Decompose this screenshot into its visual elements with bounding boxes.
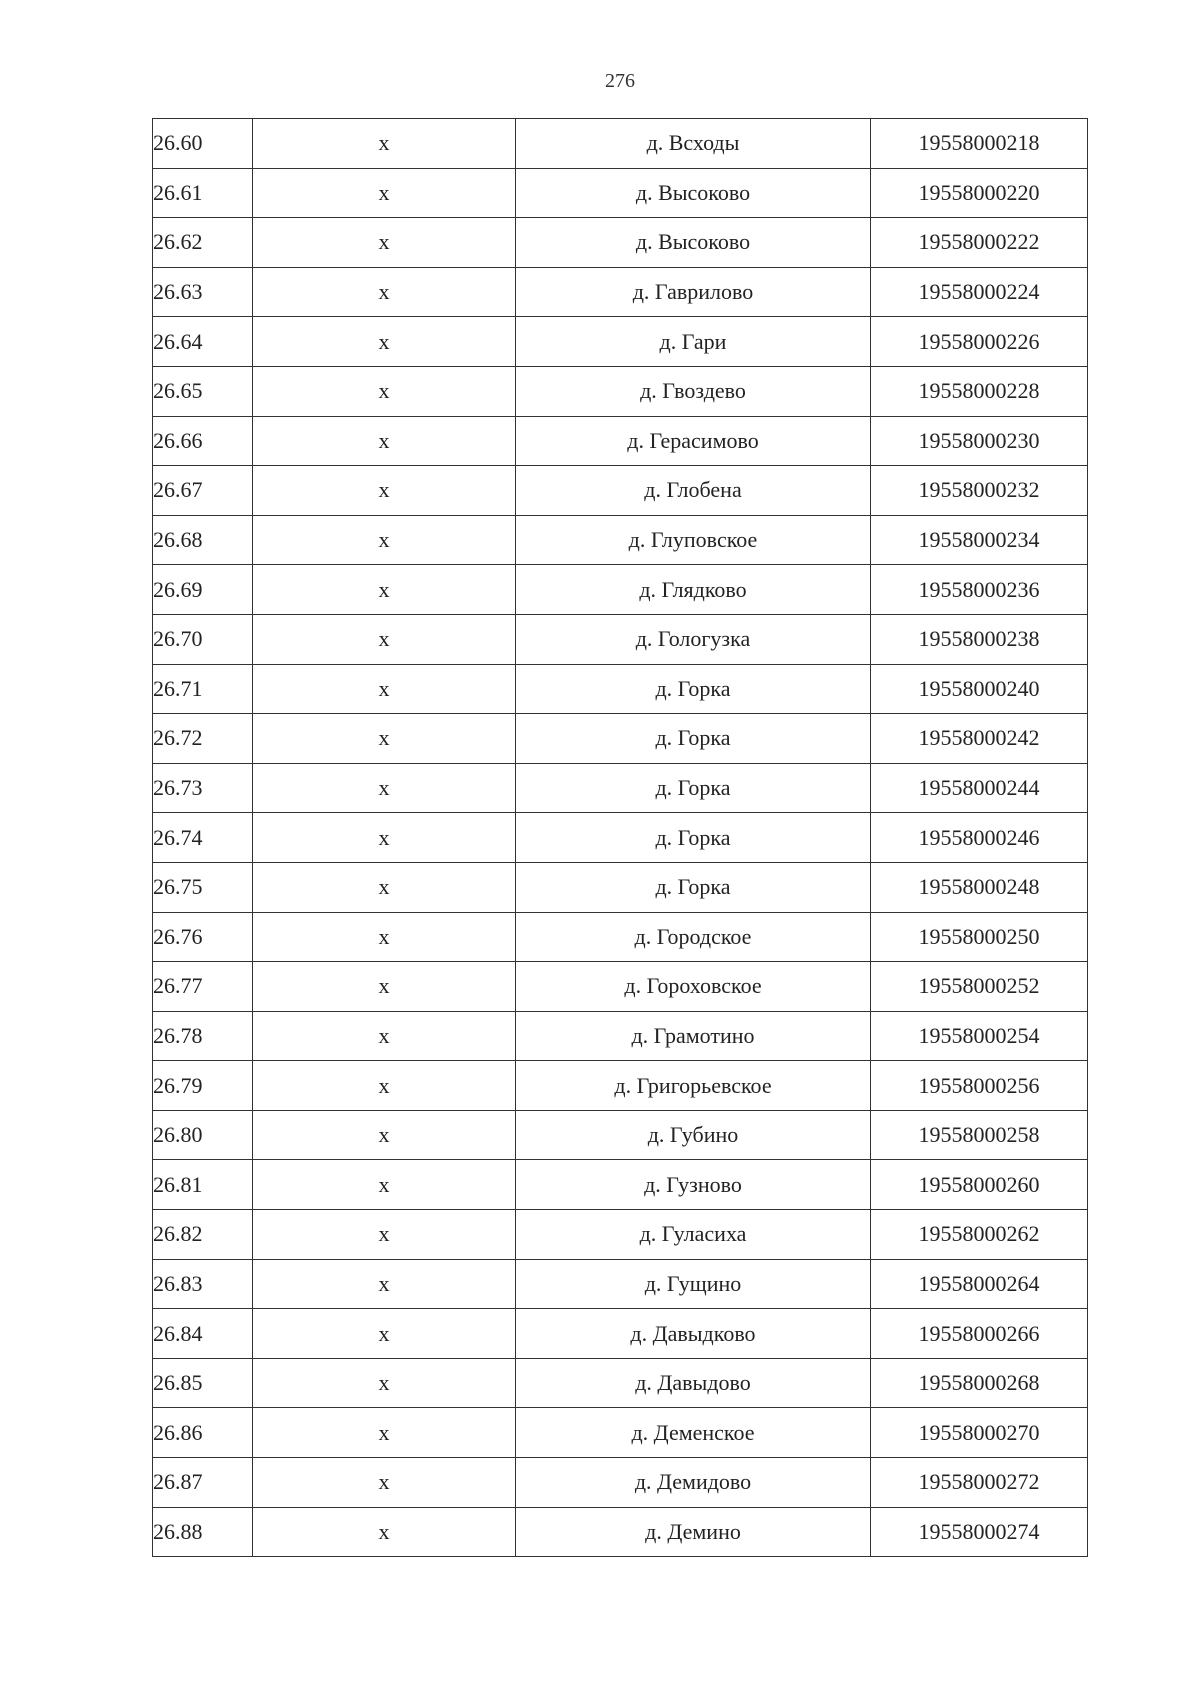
table-row	[153, 763, 1088, 813]
settlement-name-cell: д. Городское	[516, 912, 871, 962]
settlement-name-cell: д. Горка	[516, 862, 871, 912]
row-number-cell: 26.74	[153, 813, 253, 863]
table-row	[153, 317, 1088, 367]
settlement-name-cell: д. Глядково	[516, 565, 871, 615]
settlement-code-cell: 19558000220	[871, 168, 1088, 218]
settlement-code-cell: 19558000232	[871, 466, 1088, 516]
settlement-name-cell: д. Глобена	[516, 466, 871, 516]
row-mark-cell: х	[253, 813, 516, 863]
settlement-name-cell: д. Гороховское	[516, 962, 871, 1012]
row-number-cell: 26.75	[153, 862, 253, 912]
row-mark-cell: х	[253, 317, 516, 367]
row-mark-cell: х	[253, 565, 516, 615]
row-number-cell: 26.67	[153, 466, 253, 516]
row-mark-cell: х	[253, 714, 516, 764]
row-mark-cell: х	[253, 366, 516, 416]
table-row	[153, 416, 1088, 466]
row-mark-cell: х	[253, 1259, 516, 1309]
settlement-code-cell: 19558000258	[871, 1110, 1088, 1160]
row-number-cell: 26.64	[153, 317, 253, 367]
settlement-code-cell: 19558000250	[871, 912, 1088, 962]
row-number-cell: 26.87	[153, 1458, 253, 1508]
settlement-name-cell: д. Гари	[516, 317, 871, 367]
row-number-cell: 26.69	[153, 565, 253, 615]
table-row	[153, 813, 1088, 863]
row-number-cell: 26.80	[153, 1110, 253, 1160]
row-number-cell: 26.86	[153, 1408, 253, 1458]
table-row	[153, 862, 1088, 912]
table-row	[153, 515, 1088, 565]
table-row	[153, 962, 1088, 1012]
table-row	[153, 119, 1088, 169]
table-row	[153, 1358, 1088, 1408]
row-number-cell: 26.79	[153, 1061, 253, 1111]
row-number-cell: 26.78	[153, 1011, 253, 1061]
table-row	[153, 1408, 1088, 1458]
settlement-code-cell: 19558000218	[871, 119, 1088, 169]
table-row	[153, 1011, 1088, 1061]
table-row	[153, 1507, 1088, 1557]
row-mark-cell: х	[253, 416, 516, 466]
settlement-name-cell: д. Горка	[516, 664, 871, 714]
table-row	[153, 664, 1088, 714]
table-row	[153, 1110, 1088, 1160]
settlement-name-cell: д. Деменское	[516, 1408, 871, 1458]
settlement-code-cell: 19558000266	[871, 1309, 1088, 1359]
row-number-cell: 26.76	[153, 912, 253, 962]
settlement-name-cell: д. Высоково	[516, 218, 871, 268]
settlement-name-cell: д. Губино	[516, 1110, 871, 1160]
settlement-code-cell: 19558000228	[871, 366, 1088, 416]
settlement-name-cell: д. Горка	[516, 714, 871, 764]
row-mark-cell: х	[253, 763, 516, 813]
row-number-cell: 26.61	[153, 168, 253, 218]
row-mark-cell: х	[253, 1358, 516, 1408]
settlement-code-cell: 19558000242	[871, 714, 1088, 764]
settlement-code-cell: 19558000252	[871, 962, 1088, 1012]
settlement-name-cell: д. Давыдково	[516, 1309, 871, 1359]
settlement-code-cell: 19558000234	[871, 515, 1088, 565]
settlement-code-cell: 19558000268	[871, 1358, 1088, 1408]
settlement-name-cell: д. Горка	[516, 813, 871, 863]
settlement-code-cell: 19558000224	[871, 267, 1088, 317]
settlement-name-cell: д. Давыдово	[516, 1358, 871, 1408]
row-mark-cell: х	[253, 218, 516, 268]
settlement-code-cell: 19558000256	[871, 1061, 1088, 1111]
row-mark-cell: х	[253, 466, 516, 516]
row-mark-cell: х	[253, 1210, 516, 1260]
table-row	[153, 912, 1088, 962]
row-mark-cell: х	[253, 1110, 516, 1160]
row-mark-cell: х	[253, 912, 516, 962]
table-row	[153, 466, 1088, 516]
row-number-cell: 26.84	[153, 1309, 253, 1359]
settlement-name-cell: д. Горка	[516, 763, 871, 813]
settlement-name-cell: д. Гузново	[516, 1160, 871, 1210]
row-number-cell: 26.82	[153, 1210, 253, 1260]
table-row	[153, 1458, 1088, 1508]
settlement-code-cell: 19558000264	[871, 1259, 1088, 1309]
table-body	[153, 119, 1088, 1557]
table-row	[153, 1061, 1088, 1111]
table-row	[153, 1160, 1088, 1210]
settlement-name-cell: д. Всходы	[516, 119, 871, 169]
settlement-code-cell: 19558000226	[871, 317, 1088, 367]
settlement-name-cell: д. Демидово	[516, 1458, 871, 1508]
row-number-cell: 26.81	[153, 1160, 253, 1210]
row-number-cell: 26.71	[153, 664, 253, 714]
row-number-cell: 26.60	[153, 119, 253, 169]
row-number-cell: 26.72	[153, 714, 253, 764]
settlement-code-cell: 19558000230	[871, 416, 1088, 466]
settlement-code-cell: 19558000246	[871, 813, 1088, 863]
settlement-code-cell: 19558000244	[871, 763, 1088, 813]
row-mark-cell: х	[253, 664, 516, 714]
table-row	[153, 1259, 1088, 1309]
settlement-code-cell: 19558000238	[871, 614, 1088, 664]
settlement-code-cell: 19558000222	[871, 218, 1088, 268]
row-mark-cell: х	[253, 168, 516, 218]
settlement-name-cell: д. Герасимово	[516, 416, 871, 466]
settlement-name-cell: д. Гущино	[516, 1259, 871, 1309]
table-row	[153, 168, 1088, 218]
settlement-code-cell: 19558000248	[871, 862, 1088, 912]
row-mark-cell: х	[253, 1011, 516, 1061]
settlement-code-cell: 19558000260	[871, 1160, 1088, 1210]
row-mark-cell: х	[253, 1408, 516, 1458]
row-mark-cell: х	[253, 962, 516, 1012]
row-number-cell: 26.73	[153, 763, 253, 813]
row-number-cell: 26.77	[153, 962, 253, 1012]
row-number-cell: 26.85	[153, 1358, 253, 1408]
row-mark-cell: х	[253, 1507, 516, 1557]
table-row	[153, 267, 1088, 317]
table-row	[153, 1309, 1088, 1359]
table-row	[153, 565, 1088, 615]
settlement-name-cell: д. Гвоздево	[516, 366, 871, 416]
settlement-name-cell: д. Глуповское	[516, 515, 871, 565]
page-number: 276	[605, 70, 635, 92]
row-number-cell: 26.66	[153, 416, 253, 466]
settlement-code-cell: 19558000262	[871, 1210, 1088, 1260]
row-number-cell: 26.65	[153, 366, 253, 416]
row-number-cell: 26.88	[153, 1507, 253, 1557]
row-mark-cell: х	[253, 1160, 516, 1210]
settlement-name-cell: д. Гологузка	[516, 614, 871, 664]
table-row	[153, 714, 1088, 764]
settlements-table	[152, 118, 1088, 1557]
settlement-code-cell: 19558000240	[871, 664, 1088, 714]
row-number-cell: 26.70	[153, 614, 253, 664]
row-mark-cell: х	[253, 1309, 516, 1359]
settlement-code-cell: 19558000270	[871, 1408, 1088, 1458]
row-mark-cell: х	[253, 862, 516, 912]
row-number-cell: 26.63	[153, 267, 253, 317]
row-mark-cell: х	[253, 1061, 516, 1111]
row-mark-cell: х	[253, 1458, 516, 1508]
row-mark-cell: х	[253, 267, 516, 317]
settlement-name-cell: д. Демино	[516, 1507, 871, 1557]
settlement-name-cell: д. Григорьевское	[516, 1061, 871, 1111]
settlement-code-cell: 19558000274	[871, 1507, 1088, 1557]
row-number-cell: 26.62	[153, 218, 253, 268]
row-mark-cell: х	[253, 614, 516, 664]
settlement-name-cell: д. Гаврилово	[516, 267, 871, 317]
settlement-code-cell: 19558000236	[871, 565, 1088, 615]
table-row	[153, 1210, 1088, 1260]
settlement-name-cell: д. Высоково	[516, 168, 871, 218]
table-row	[153, 614, 1088, 664]
table-row	[153, 366, 1088, 416]
settlement-name-cell: д. Гуласиха	[516, 1210, 871, 1260]
settlement-code-cell: 19558000272	[871, 1458, 1088, 1508]
row-number-cell: 26.68	[153, 515, 253, 565]
row-mark-cell: х	[253, 515, 516, 565]
row-mark-cell: х	[253, 119, 516, 169]
settlement-name-cell: д. Грамотино	[516, 1011, 871, 1061]
row-number-cell: 26.83	[153, 1259, 253, 1309]
settlement-code-cell: 19558000254	[871, 1011, 1088, 1061]
table-row	[153, 218, 1088, 268]
